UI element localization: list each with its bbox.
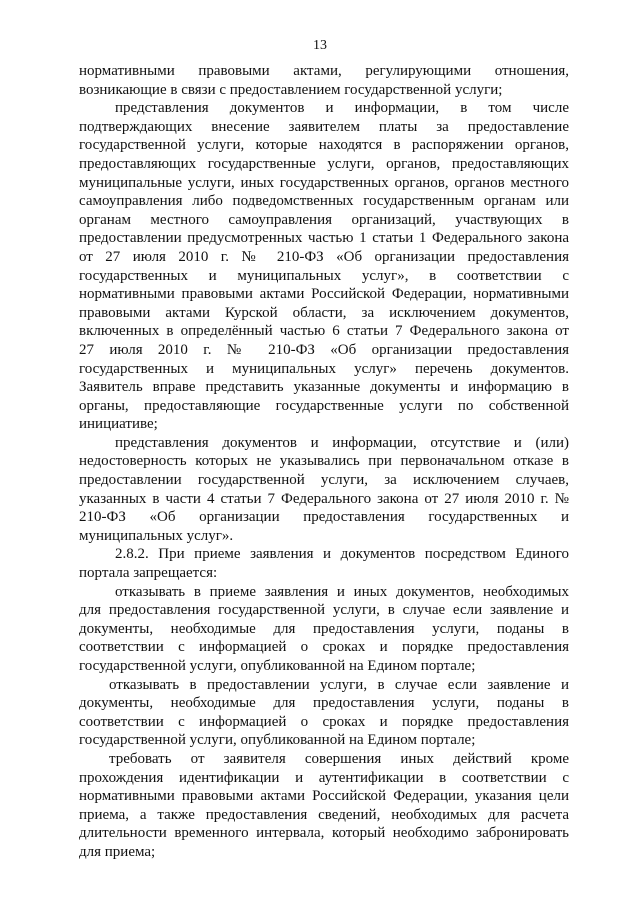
- paragraph: [79, 676, 569, 750]
- text-line: государственных и муниципальных услуг» перечень документов.: [79, 360, 569, 377]
- text-line: предоставлении предусмотренных частью 1 статьи 1 Федерального закона: [79, 230, 569, 247]
- text-line: 2.8.2. При приеме заявления и документов посредством Единого: [115, 546, 569, 563]
- text-line: муниципальных услуг».: [79, 527, 234, 544]
- text-line: правовыми актами Курской области, за исключением документов,: [79, 304, 569, 321]
- paragraph: [79, 750, 569, 862]
- text-line: предоставлении государственной услуги, за исключением случаев,: [79, 472, 569, 489]
- text-line: указанных в части 4 статьи 7 Федерального закона от 27 июля 2010 г. №: [79, 490, 569, 507]
- text-line: от 27 июля 2010 г. № 210-ФЗ «Об организации предоставления: [79, 248, 569, 265]
- paragraph: [79, 545, 569, 582]
- text-line: для приема;: [79, 843, 156, 860]
- text-line: документы, необходимые для предоставления услуги, поданы в: [79, 620, 569, 637]
- paragraph: [79, 99, 569, 434]
- text-line: соответствии с информацией о сроках и порядке предоставления: [79, 713, 569, 730]
- text-line: подтверждающих внесение заявителем платы за предоставление: [79, 118, 569, 135]
- text-line: государственных и муниципальных услуг», в соответствии с: [79, 267, 569, 284]
- text-line: возникающие в связи с предоставлением государственной услуги;: [79, 81, 503, 98]
- text-line: Заявитель вправе представить указанные документы и информацию в: [79, 379, 569, 396]
- text-line: 210-ФЗ «Об организации предоставления государственных и: [79, 509, 569, 526]
- text-line: недостоверность которых не указывались при первоначальном отказе в: [79, 453, 569, 470]
- text-line: представления документов и информации, в том числе: [115, 100, 569, 117]
- text-line: 27 июля 2010 г. № 210-ФЗ «Об организации предоставления: [79, 341, 569, 358]
- text-line: для предоставления государственной услуги, в случае если заявление и: [79, 602, 569, 619]
- text-line: отказывать в предоставлении услуги, в случае если заявление и: [109, 676, 569, 693]
- paragraph: [79, 62, 569, 99]
- text-line: длительности временного интервала, который необходимо забронировать: [79, 825, 569, 842]
- text-line: государственной услуги, опубликованной на Едином портале;: [79, 732, 476, 749]
- page-number: 13: [313, 38, 327, 53]
- text-line: документы, необходимые для предоставления услуги, поданы в: [79, 695, 569, 712]
- text-line: государственной услуги, опубликованной на Едином портале;: [79, 658, 476, 674]
- text-line: представления документов и информации, отсутствие и (или): [115, 434, 569, 451]
- text-line: муниципальные услуги, иных государственных органов, органов местного: [79, 174, 569, 191]
- text-line: самоуправления либо подведомственных государственным органам или: [79, 193, 569, 210]
- text-line: нормативными правовыми актами, регулирующими отношения,: [79, 63, 569, 79]
- text-line: инициативе;: [79, 416, 158, 433]
- text-line: соответствии с информацией о сроках и порядке предоставления: [79, 639, 569, 656]
- text-line: органы, предоставляющие государственные услуги по собственной: [79, 397, 569, 414]
- text-line: нормативными правовыми актами Российской Федерации, указания цели: [79, 788, 569, 805]
- text-line: отказывать в приеме заявления и иных документов, необходимых: [115, 583, 569, 600]
- text-line: нормативными правовыми актами Российской Федерации, нормативными: [79, 286, 569, 303]
- text-line: приема, а также предоставления сведений, необходимых для расчета: [79, 806, 569, 823]
- text-line: портала запрещается:: [79, 565, 218, 582]
- text-line: прохождения идентификации и аутентификации в соответствии с: [79, 769, 569, 786]
- paragraph: [79, 583, 569, 676]
- paragraph: [79, 434, 569, 546]
- text-line: государственной услуги, которые находятся в распоряжении органов,: [79, 137, 569, 154]
- text-line: органам местного самоуправления организаций, участвующих в: [79, 211, 569, 228]
- text-line: предоставляющих государственные услуги, органов, предоставляющих: [79, 155, 569, 172]
- document-body: [79, 62, 569, 862]
- text-line: включенных в определённый частью 6 статьи 7 Федерального закона от: [79, 323, 569, 340]
- text-line: требовать от заявителя совершения иных действий кроме: [109, 750, 569, 767]
